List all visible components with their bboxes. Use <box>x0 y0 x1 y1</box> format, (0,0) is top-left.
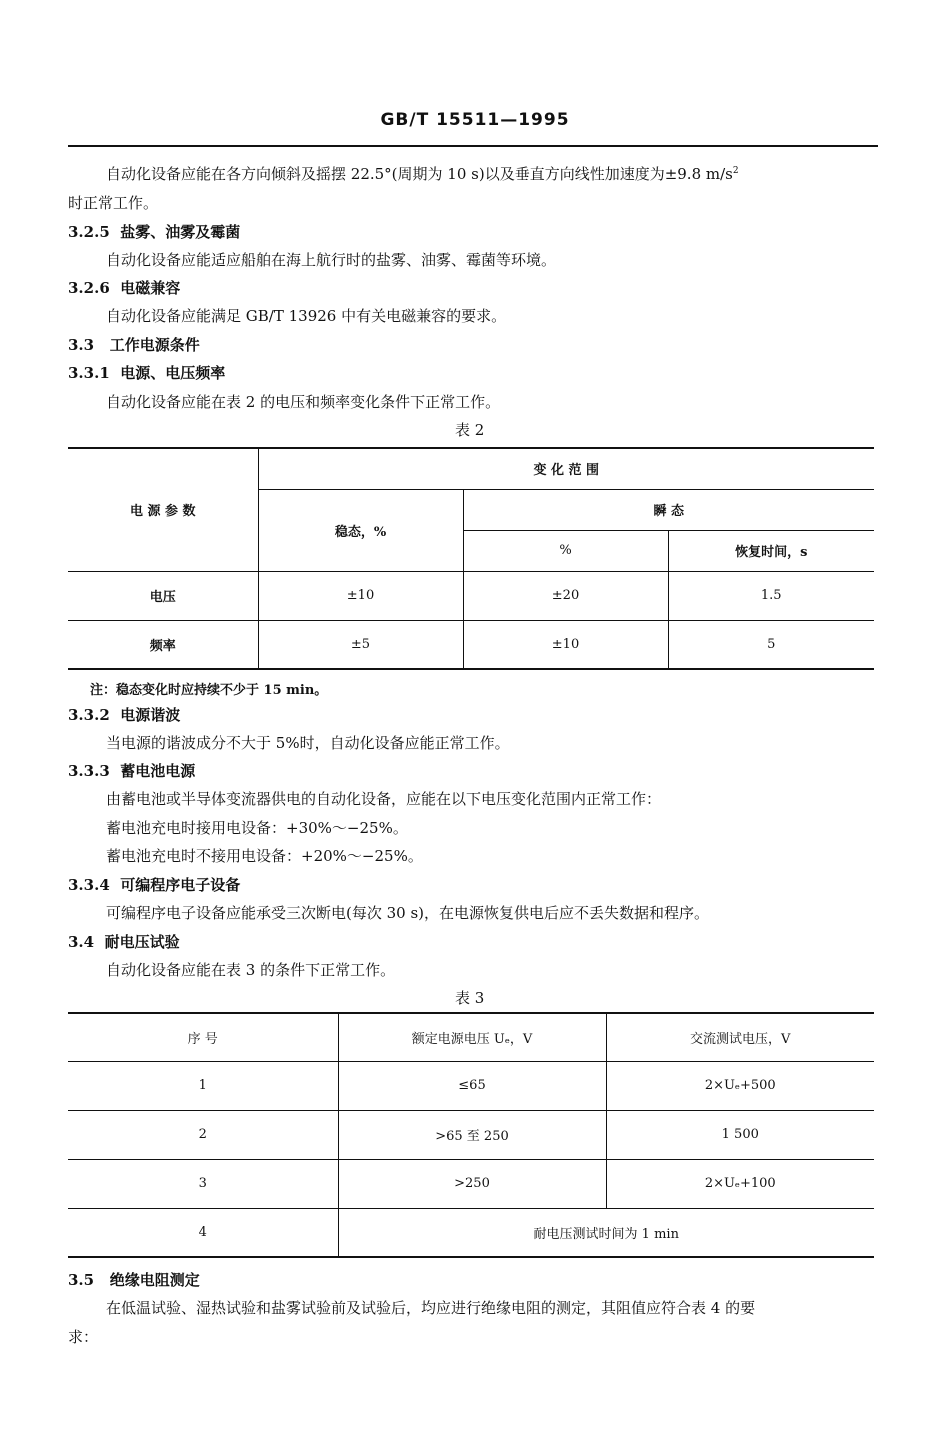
cell-percent: ±10 <box>463 620 668 669</box>
section-3-2-6-heading <box>68 277 180 298</box>
section-number: 3.5 <box>68 1271 95 1289</box>
section-3-3-3-body-1: 由蓄电池或半导体变流器供电的自动化设备，应能在以下电压变化范围内正常工作： <box>106 790 662 808</box>
cell-rated: >65 至 250 <box>338 1110 606 1159</box>
section-3-3-4-heading <box>68 874 240 895</box>
section-title: 蓄电池电源 <box>120 762 196 780</box>
section-3-4-heading <box>68 931 180 952</box>
cell-param: 频率 <box>68 620 258 669</box>
header-ac-test-voltage: 交流测试电压，V <box>606 1013 874 1061</box>
section-3-3-4-body: 可编程序电子设备应能承受三次断电(每次 30 s)，在电源恢复供电后应不丢失数据和程序。 <box>106 904 710 922</box>
header-rule <box>68 145 878 147</box>
section-number: 3.2.6 <box>68 279 110 297</box>
header-steady-state: 稳态，% <box>258 489 463 571</box>
cell-recovery: 1.5 <box>668 571 874 620</box>
section-3-3-3-heading <box>68 760 195 781</box>
section-3-5-body-1: 在低温试验、湿热试验和盐雾试验前及试验后，均应进行绝缘电阻的测定，其阻值应符合表 4 的要 <box>106 1299 756 1317</box>
cell-recovery: 5 <box>668 620 874 669</box>
section-3-2-5-heading <box>68 221 240 242</box>
section-number: 3.4 <box>68 933 95 951</box>
section-number: 3.2.5 <box>68 223 110 241</box>
table-2-caption: 表 2 <box>455 421 485 439</box>
cell-ac: 2×Uₑ+100 <box>606 1159 874 1208</box>
cell-param: 电压 <box>68 571 258 620</box>
section-title: 电磁兼容 <box>120 279 181 297</box>
table-row <box>68 1061 874 1110</box>
section-3-3-2-heading <box>68 704 180 725</box>
table-row <box>68 1208 874 1257</box>
section-3-5-body-2: 求： <box>68 1328 99 1346</box>
table-3-caption: 表 3 <box>455 989 485 1007</box>
section-3-5-heading <box>68 1269 200 1290</box>
section-3-3-1-body: 自动化设备应能在表 2 的电压和频率变化条件下正常工作。 <box>106 393 501 411</box>
table-3 <box>68 1012 874 1258</box>
section-3-3-1-heading <box>68 362 225 383</box>
intro-paragraph-line1: 自动化设备应能在各方向倾斜及摇摆 22.5°(周期为 10 s)以及垂直方向线性加速度为±9.8 $m/s^2$ <box>106 165 739 183</box>
section-title: 绝缘电阻测定 <box>109 1271 200 1289</box>
section-3-3-heading <box>68 334 200 355</box>
section-number: 3.3.2 <box>68 706 110 724</box>
table-2-note: 注：稳态变化时应持续不少于 15 min。 <box>90 683 328 698</box>
section-title: 耐电压试验 <box>104 933 180 951</box>
intro-paragraph-line2: 时正常工作。 <box>68 194 159 212</box>
cell-no: 1 <box>68 1061 338 1110</box>
section-3-3-2-body: 当电源的谐波成分不大于 5%时，自动化设备应能正常工作。 <box>106 734 510 752</box>
section-title: 盐雾、油雾及霉菌 <box>120 223 241 241</box>
section-title: 工作电源条件 <box>109 336 200 354</box>
header-power-parameter: 电 源 参 数 <box>68 448 258 571</box>
cell-test-duration: 耐电压测试时间为 1 min <box>338 1208 874 1257</box>
header-recovery-time: 恢复时间，s <box>668 530 874 571</box>
table-row <box>68 1110 874 1159</box>
superscript: 2 <box>732 166 739 176</box>
cell-percent: ±20 <box>463 571 668 620</box>
header-variation-range: 变 化 范 围 <box>258 448 874 489</box>
section-title: 可编程序电子设备 <box>120 876 241 894</box>
section-title: 电源、电压频率 <box>120 364 226 382</box>
cell-no: 2 <box>68 1110 338 1159</box>
header-rated-voltage: 额定电源电压 Uₑ，V <box>338 1013 606 1061</box>
cell-steady: ±10 <box>258 571 463 620</box>
section-number: 3.3.4 <box>68 876 110 894</box>
cell-rated: ≤65 <box>338 1061 606 1110</box>
table-row <box>68 620 874 669</box>
cell-steady: ±5 <box>258 620 463 669</box>
section-3-3-3-body-3: 蓄电池充电时不接用电设备：+20%～−25%。 <box>106 847 423 865</box>
table-row <box>68 571 874 620</box>
section-3-4-body: 自动化设备应能在表 3 的条件下正常工作。 <box>106 961 396 979</box>
header-serial-number: 序 号 <box>68 1013 338 1061</box>
section-title: 电源谐波 <box>120 706 181 724</box>
cell-ac: 1 500 <box>606 1110 874 1159</box>
section-3-2-6-body: 自动化设备应能满足 GB/T 13926 中有关电磁兼容的要求。 <box>106 307 507 325</box>
cell-rated: >250 <box>338 1159 606 1208</box>
section-number: 3.3.3 <box>68 762 110 780</box>
cell-no: 4 <box>68 1208 338 1257</box>
section-number: 3.3.1 <box>68 364 110 382</box>
cell-ac: 2×Uₑ+500 <box>606 1061 874 1110</box>
section-number: 3.3 <box>68 336 95 354</box>
header-transient-percent: % <box>463 530 668 571</box>
table-2 <box>68 447 874 670</box>
cell-no: 3 <box>68 1159 338 1208</box>
section-3-3-3-body-2: 蓄电池充电时接用电设备：+30%～−25%。 <box>106 819 408 837</box>
section-3-2-5-body: 自动化设备应能适应船舶在海上航行时的盐雾、油雾、霉菌等环境。 <box>106 251 557 269</box>
header-transient: 瞬 态 <box>463 489 874 530</box>
table-row <box>68 1159 874 1208</box>
page-header: GB/T 15511—1995 <box>380 110 570 130</box>
